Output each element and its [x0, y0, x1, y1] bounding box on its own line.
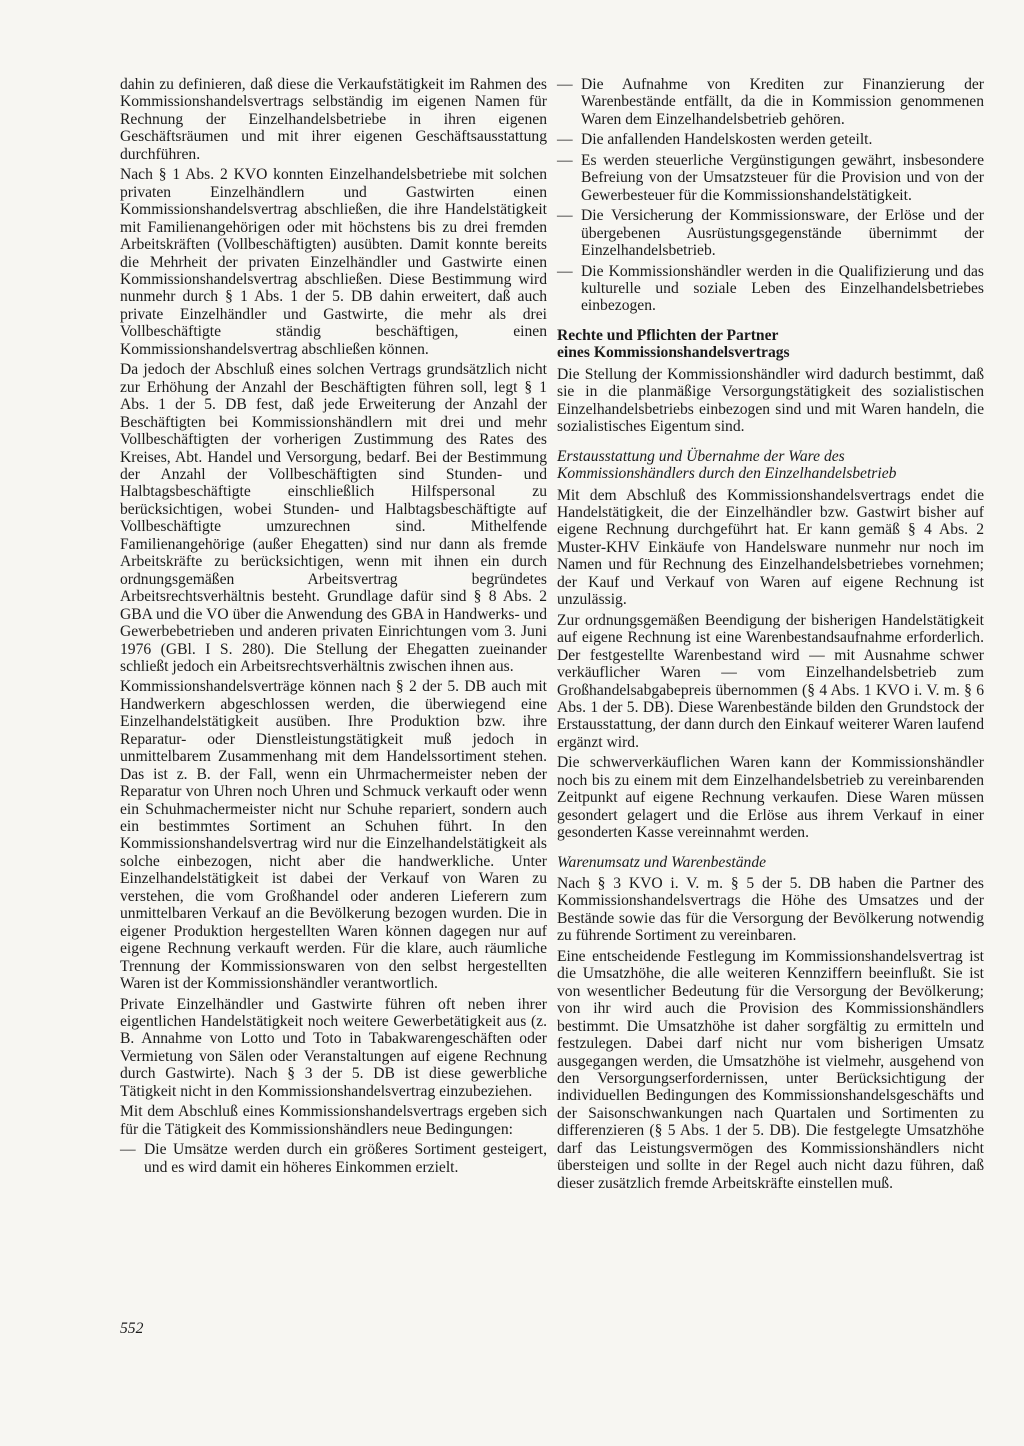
- dash-bullet: —: [120, 1141, 136, 1159]
- list-item: [557, 131, 984, 148]
- paragraph: Mit dem Abschluß des Kommissionshandelsvertrags endet die Handelstätigkeit, die der Einzelhändler bzw. Gastwirt bisher auf eigene Rechnung durchgeführt hat. Er kann gemäß § 4 Abs. 2 Muster-KHV Einkäufe von Handelsware nunmehr nur noch im Namen und für Rechnung des Einzelhandelsbetriebes vornehmen; der Kauf und Verkauf von Waren auf eigene Rechnung ist unzulässig.: [557, 486, 984, 609]
- list-item-text: Die Aufnahme von Krediten zur Finanzierung der Warenbestände entfällt, da die in Kommission genommenen Waren dem Einzelhandelsbetrieb gehören.: [581, 76, 984, 128]
- list-item: [120, 1141, 547, 1176]
- paragraph: Da jedoch der Abschluß eines solchen Vertrags grundsätzlich nicht zur Erhöhung der Anzahl der Beschäftigten führen soll, legt § 1 Abs. 1 der 5. DB fest, daß jede Erweiterung der Anzahl der Beschäftigten bei Kommissionshändlern mit drei und mehr Vollbeschäftigten der vorherigen Zustimmung des Rates des Kreises, Abt. Handel und Versorgung, bedarf. Bei der Bestimmung der Anzahl der Vollbeschäftigten sind Stunden- und Halbtagsbeschäftigte einschließlich Hilfspersonal zu berücksichtigen, wobei Stunden- und Halbtagsbeschäftigte auf Vollbeschäftigte umzurechnen sind. Mithelfende Familienangehörige (außer Ehegatten) sind nur dann als fremde Arbeitskräfte zu berücksichtigen, wenn mit ihnen ein durch ordnungsgemäßen Arbeitsvertrag begründetes Arbeitsrechtsverhältnis besteht. Grundlage dafür sind § 8 Abs. 2 GBA und die VO über die Anwendung des GBA in Handwerks- und Gewerbebetrieben und anderen privaten Einrichtungen vom 3. Juni 1976 (GBl. I S. 280). Die Stellung der Ehegatten zueinander schließt jedoch ein Arbeitsrechtsverhältnis zwischen ihnen aus.: [120, 361, 547, 675]
- paragraph: Nach § 1 Abs. 2 KVO konnten Einzelhandelsbetriebe mit solchen privaten Einzelhändlern und Gastwirten einen Kommissionshandelsvertrag abschließen, die ihre Handelstätigkeit mit Familienangehörigen oder mit höchstens bis zu drei fremden Arbeitskräften (Vollbeschäftigten) ausübten. Damit konnte bereits die Mehrheit der privaten Einzelhändler und Gastwirte einen Kommissionshandelsvertrag abschließen. Diese Bestimmung wird nunmehr durch § 1 Abs. 1 der 5. DB dahin erweitert, daß auch private Einzelhändler und Gastwirte, die mehr als drei Vollbeschäftigte ständig beschäftigen, einen Kommissionshandelsvertrag abschließen können.: [120, 166, 547, 358]
- list-item: [557, 207, 984, 259]
- list-item-text: Die anfallenden Handelskosten werden geteilt.: [581, 131, 873, 149]
- subsection-heading: Warenumsatz und Warenbestände: [557, 853, 767, 871]
- list-item-text: Die Versicherung der Kommissionsware, der Erlöse und der übergebenen Ausrüstungsgegenstände übernimmt der Einzelhandelsbetrieb.: [581, 207, 984, 260]
- paragraph: Eine entscheidende Festlegung im Kommissionshandelsvertrag ist die Umsatzhöhe, die alle weiteren Kennziffern beeinflußt. Sie ist von wesentlicher Bedeutung für die Versorgung der Bevölkerung; von ihr wird auch die Provision des Kommissionshändlers bestimmt. Die Umsatzhöhe ist daher sorgfältig zu ermitteln und festzulegen. Dabei darf nicht nur vom bisherigen Umsatz ausgegangen werden, die Umsatzhöhe ist vielmehr, ausgehend von den Versorgungserfordernissen, unter Berücksichtigung der individuellen Bedingungen des Kommissionshandelsgeschäfts und der Saisonschwankungen nach Quartalen und Sortimenten zu differenzieren (§ 5 Abs. 1 der 5. DB). Die festgelegte Umsatzhöhe darf das Leistungsvermögen des Kommissionshändlers nicht übersteigen und sollte in der Regel auch nicht dazu führen, daß dieser zusätzlich fremde Arbeitskräfte einstellen muß.: [557, 947, 984, 1192]
- paragraph: Zur ordnungsgemäßen Beendigung der bisherigen Handelstätigkeit auf eigene Rechnung ist eine Warenbestandsaufnahme erforderlich. Der festgestellte Warenbestand wird — mit Ausnahme schwer verkäuflicher Waren — vom Einzelhandelsbetrieb zum Großhandelsabgabepreis übernommen (§ 4 Abs. 1 KVO i. V. m. § 6 Abs. 1 der 5. DB). Diese Warenbestände bilden den Grundstock der Erstausstattung, der dann durch den Einkauf weiterer Waren laufend ergänzt wird.: [557, 611, 984, 751]
- paragraph: Private Einzelhändler und Gastwirte führen oft neben ihrer eigentlichen Handelstätigkeit noch weitere Gewerbetätigkeit aus (z. B. Annahme von Lotto und Toto in Tabakwarengeschäften oder Vermietung von Sälen oder Veranstaltungen auf eigene Rechnung durch Gastwirte). Nach § 3 der 5. DB ist diese gewerbliche Tätigkeit nicht in den Kommissionshandelsvertrag einzubeziehen.: [120, 995, 547, 1100]
- dash-bullet: —: [557, 262, 573, 280]
- dash-bullet: —: [557, 151, 573, 169]
- subsection-heading: Erstausstattung und Übernahme der Ware des Kommissionshändlers durch den Einzelhandelsbetrieb: [557, 447, 897, 483]
- paragraph: Kommissionshandelsverträge können nach § 2 der 5. DB auch mit Handwerkern abgeschlossen werden, die überwiegend eine Einzelhandelstätigkeit ausüben. Ihre Produktion bzw. ihre Reparatur- oder Dienstleistungstätigkeit muß jedoch in unmittelbarem Zusammenhang mit dem Handelssortiment stehen. Das ist z. B. der Fall, wenn ein Uhrmachermeister neben der Reparatur von Uhren noch Uhren und Schmuck verkauft oder wenn ein Schuhmachermeister nicht nur Schuhe repariert, sondern auch ein bestimmtes Sortiment an Schuhen führt. In den Kommissionshandelsvertrag wird nur die Einzelhandelstätigkeit als solche einbezogen, nicht aber die handwerkliche. Unter Einzelhandelstätigkeit ist dabei der Verkauf von Waren zu verstehen, die vom Großhandel oder anderen Lieferern zum unmittelbaren Verkauf an die Bevölkerung bezogen wurden. Die in eigener Produktion hergestellten Waren können dagegen nur auf eigene Rechnung verkauft werden. Für die klare, auch räumliche Trennung der Kommissionswaren von den selbst hergestellten Waren ist der Kommissionshändler verantwortlich.: [120, 678, 547, 993]
- section-heading: Rechte und Pflichten der Partner eines Kommissionshandelsvertrags: [557, 326, 790, 362]
- list-item-text: Es werden steuerliche Vergünstigungen gewährt, insbesondere Befreiung von der Umsatzsteuer für die Provision und von der Gewerbesteuer für die Kommissionshandelstätigkeit.: [581, 151, 984, 204]
- list-item: [557, 263, 984, 315]
- page-number: 552: [120, 1320, 144, 1337]
- paragraph: dahin zu definieren, daß diese die Verkaufstätigkeit im Rahmen des Kommissionshandelsvertrags selbständig im eigenen Namen für Rechnung der Einzelhandelsbetriebe in ihren eigenen Geschäftsräumen und mit ihrer eigenen Geschäftsausstattung durchführen.: [120, 76, 547, 163]
- paragraph: Die Stellung der Kommissionshändler wird dadurch bestimmt, daß sie in die planmäßige Versorgungstätigkeit des sozialistischen Einzelhandelsbetriebs einbezogen sind und mit Waren handeln, die sozialistisches Eigentum sind.: [557, 365, 984, 436]
- bullet-list: [557, 76, 984, 315]
- bullet-list: [120, 1141, 547, 1176]
- list-item-text: Die Kommissionshändler werden in die Qualifizierung und das kulturelle und soziale Leben des Einzelhandelsbetriebes einbezogen.: [581, 262, 984, 315]
- paragraph: Die schwerverkäuflichen Waren kann der Kommissionshändler noch bis zu einem mit dem Einzelhandelsbetrieb zu vereinbarenden Zeitpunkt auf eigene Rechnung verkaufen. Diese Waren müssen gesondert gelagert und die Erlöse aus ihrem Verkauf in einer gesonderten Kasse vereinnahmt werden.: [557, 754, 984, 842]
- list-item: [557, 76, 984, 128]
- paragraph: Mit dem Abschluß eines Kommissionshandelsvertrags ergeben sich für die Tätigkeit des Kommissionshändlers neue Bedingungen:: [120, 1103, 547, 1138]
- left-column: [120, 76, 547, 1179]
- list-item: [557, 152, 984, 204]
- list-item-text: Die Umsätze werden durch ein größeres Sortiment gesteigert, und es wird damit ein höheres Einkommen erzielt.: [144, 1141, 547, 1176]
- paragraph: Nach § 3 KVO i. V. m. § 5 der 5. DB haben die Partner des Kommissionshandelsvertrags die Höhe des Umsatzes und der Bestände sowie das für die Versorgung der Bevölkerung notwendig zu führende Sortiment zu vereinbaren.: [557, 875, 984, 945]
- right-column: [557, 76, 984, 1195]
- dash-bullet: —: [557, 76, 573, 93]
- dash-bullet: —: [557, 131, 573, 149]
- dash-bullet: —: [557, 207, 573, 225]
